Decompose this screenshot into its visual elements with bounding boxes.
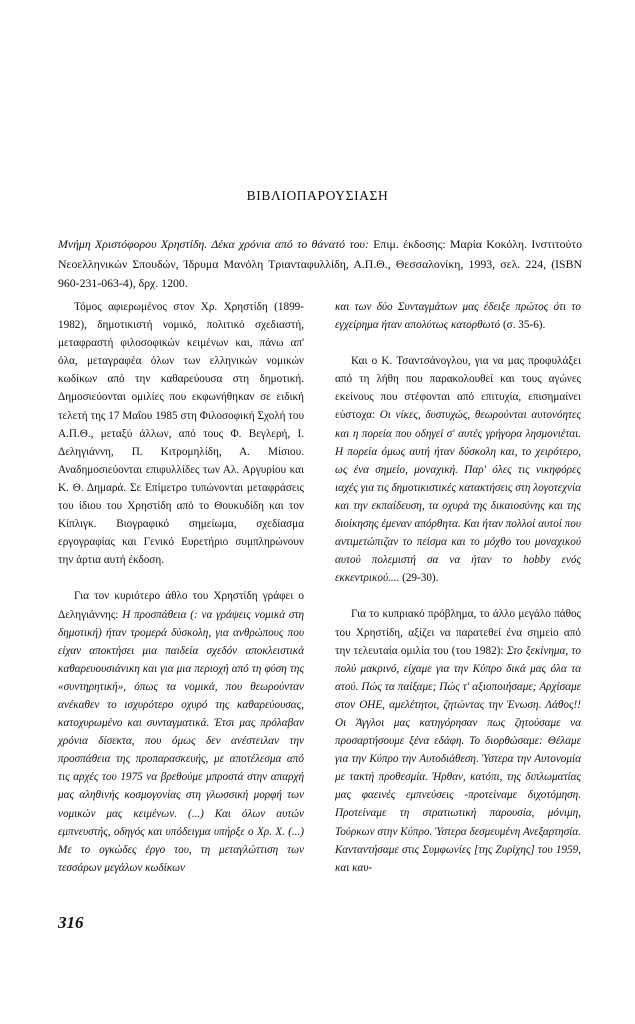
quotation: Στο ξεκίνημα, το πολύ μακρινό, είχαμε για την Κύπρο δικά μας όλα τα ατού. Πώς τα παίξαμε; Πώς τ' αξιοποιήσαμε; Αρχίσαμε στον ΟΗΕ, αμελέτητοι, ζητώντας την Ένωση. Λάθος!! Οι Άγγλοι μας κατηγόρησαν πως ζητούσαμε να προσαρτήσουμε ξένα εδάφη. Το διορθώσαμε: Θέλαμε για την Κύπρο την Αυτοδιάθεση. Ύστερα την Αυτονομία με τακτή προθεσμία. Ήρθαν, κατόπι, της διπλωματίας μας φαεινές εμπνεύσεις -προτείναμε διχοτόμηση. Προτείναμε τη στρατιωτική παρουσία, μόνιμη, Τούρκων στην Κύπρο. Ύστερα δεσμευμένη Ανεξαρτησία. Κανταντήσαμε στις Συμφωνίες [της Ζυρίχης] του 1959, και καυ-	[335, 644, 581, 874]
paragraph-lead: Για τον κυριότερο άθλο του Χρηστίδη γράφει ο Δεληγιάννης:	[58, 590, 304, 621]
left-column	[58, 298, 304, 877]
quotation: και των δύο Συνταγμάτων μας έδειξε πρώτος ότι το εγχείρημα ήταν απολύτως κατορθωτό	[335, 301, 581, 332]
quotation: Η προσπάθεια (: να γράψεις νομικά στη δημοτική) ήταν τρομερά δύσκολη, για ανθρώπους που είχαν αποκτήσει μια παιδεία σχεδόν αποκλειστικά καθαρευουσιάνικη και για μια περιοχή από τη φύση της «συντηρητική», όπως τα νομικά, που θεωρούνταν ανέκαθεν το ισχυρότερο οχυρό της καθαρεύουσας, κατοχυρωμένο και συνταγματικά. Έτσι μας πρόλαβαν χρόνια δίσεκτα, που όμως δεν ανέστειλαν την προσπάθεια της προπαρασκευής, με αποτέλεσμα από τις αρχές του 1975 να βρεθούμε μπροστά στην απαρχή μας αληθινής κοσμογονίας στη γλωσσική μορφή των νομικών μας κειμένων. (...) Και όλων αυτών εμπνευστής, οδηγός και υπόδειγμα υπήρξε ο Χρ. Χ. (...) Με το ογκώδες έργο του, τη μεταγλώττιση των τεσσάρων μεγάλων κωδίκων	[58, 608, 304, 874]
book-title: Μνήμη Χριστόφορου Χρηστίδη. Δέκα χρόνια από το θάνατό του:	[58, 237, 369, 251]
paragraph	[335, 605, 581, 876]
book-citation	[58, 235, 582, 294]
right-column	[335, 298, 581, 877]
page-title: ΒΙΒΛΙΟΠΑΡΟΥΣΙΑΣΗ	[246, 188, 389, 203]
paragraph	[335, 298, 581, 334]
book-publication-details: Επιμ. έκδοσης: Μαρία Κοκόλη. Ινστιτούτο Νεοελληνικών Σπουδών, Ίδρυμα Μανόλη Τριανταφυλλίδη, Α.Π.Θ., Θεσσαλονίκη, 1993, σελ. 224, (ISBN 960-231-063-4), δρχ. 1200.	[58, 237, 582, 290]
quotation: Οι νίκες, δυστυχώς, θεωρούνται αυτονόητες και η πορεία που οδηγεί σ' αυτές γρήγορα λησμονιέται. Η πορεία όμως αυτή ήταν δύσκολη και, το χειρότερο, ως ένα σημείο, μοναχική. Παρ' όλες τις νικηφόρες ιαχές για τις δημοτικιστικές κατακτήσεις στη λογοτεχνία και την εκπαίδευση, τα οχυρά της δικαιοσύνης και της διοίκησης έμεναν απόρθητα. Και ήταν πολλοί αυτοί που αντιμετώπιζαν το πείσμα και το μόχθο του μοναχικού αυτού πολεμιστή σα να ήταν το hobby ενός εκκεντρικού....	[335, 409, 582, 585]
page-reference: (σ. 35-6).	[502, 319, 546, 332]
page-number: 316	[58, 913, 84, 932]
paragraph-lead: Για το κυπριακό πρόβλημα, το άλλο μεγάλο πάθος του Χρηστίδη, αξίζει να παρατεθεί ένα σημείο από την τελευταία ομιλία του (του 1982):	[335, 608, 581, 657]
paragraph-lead: Και ο Κ. Τσαντσάνογλου, για να μας προφυλάξει από τη λήθη που παρακολουθεί και τους αγώνες εκείνους που στέφονται από επιτυχία, επισημαίνει εύστοχα:	[335, 355, 581, 422]
paragraph	[335, 352, 581, 587]
paragraph	[58, 587, 304, 877]
paragraph: Τόμος αφιερωμένος στον Χρ. Χρηστίδη (1899-1982), δημοτικιστή νομικό, πολιτικό σχεδιαστή, μεταφραστή φιλοσοφικών κειμένων και, πάνω απ' όλα, μεταγραφέα όλων των ελληνικών νομικών κωδίκων από την καθαρεύουσα στη δημοτική. Δημοσιεύονται ομιλίες που εκφωνήθηκαν σε ειδική τελετή της 17 Μαΐου 1985 στη Φιλοσοφική Σχολή του Α.Π.Θ., μεταξύ άλλων, από τους Φ. Βεγλερή, Ι. Δεληγιάννη, Π. Κιτρομηλίδη, Α. Μίσιου. Αναδημοσιεύονται επιφυλλίδες των Αλ. Αργυρίου και Κ. Θ. Δημαρά. Σε Επίμετρο τυπώνονται μεταφράσεις του ίδιου του Χρηστίδη από το Θουκυδίδη και τον Κίπλιγκ. Βιογραφικό σημείωμα, σχεδίασμα εργογραφίας και Γενικό Ευρετήριο συμπληρώνουν την άρτια αυτή έκδοση.	[58, 301, 304, 567]
page-reference: (29-30).	[402, 572, 439, 585]
